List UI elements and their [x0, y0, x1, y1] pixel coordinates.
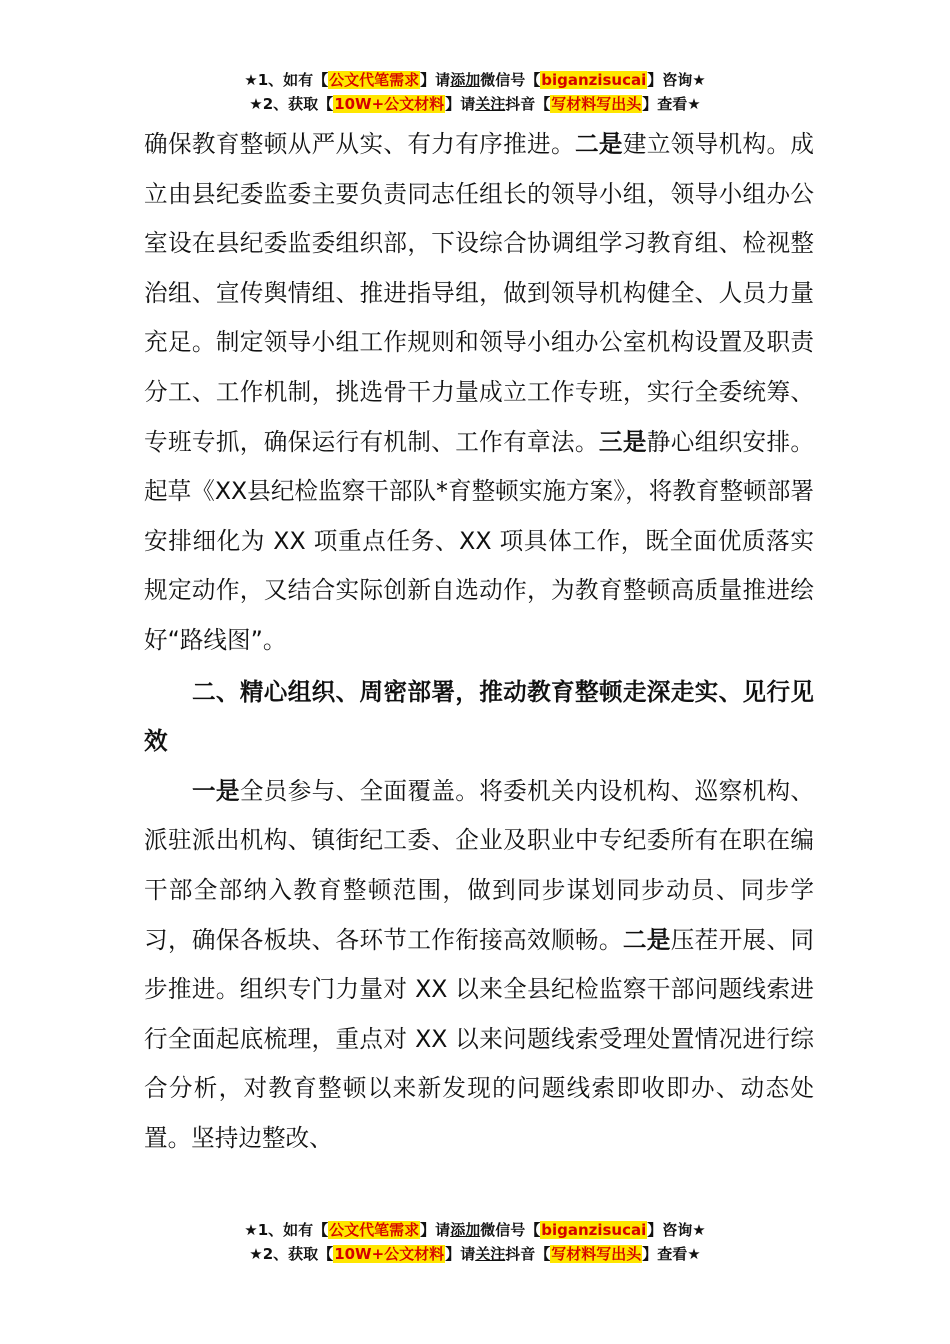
document-body: [144, 120, 814, 1163]
banner-highlight-materials: 10W+公文材料: [334, 1245, 445, 1263]
banner-highlight-wechat-id: biganzisucai: [541, 1221, 647, 1239]
banner-highlight-materials: 10W+公文材料: [334, 95, 445, 113]
banner-line-2: ★2、获取【10W+公文材料】请关注抖音【写材料写出头】查看★: [249, 95, 701, 113]
banner-highlight-wechat-id: biganzisucai: [541, 71, 647, 89]
banner-highlight-douyin-account: 写材料写出头: [551, 1245, 642, 1263]
banner-highlight-douyin-account: 写材料写出头: [551, 95, 642, 113]
banner-line-1: ★1、如有【公文代笔需求】请添加微信号【biganzisucai】咨询★: [244, 1221, 706, 1239]
section-heading: 二、精心组织、周密部署，推动教育整顿走深走实、见行见效: [144, 677, 814, 756]
header-banner: [0, 68, 950, 116]
banner-highlight-service: 公文代笔需求: [329, 1221, 420, 1239]
banner-line-2: ★2、获取【10W+公文材料】请关注抖音【写材料写出头】查看★: [249, 1245, 701, 1263]
footer-banner: [0, 1218, 950, 1266]
banner-highlight-service: 公文代笔需求: [329, 71, 420, 89]
paragraph: 一是全员参与、全面覆盖。将委机关内设机构、巡察机构、派驻派出机构、镇街纪工委、企业及职业中专纪委所有在职在编干部全部纳入教育整顿范围，做到同步谋划同步动员、同步学习，确保各板块、各环节工作衔接高效顺畅。二是压茬开展、同步推进。组织专门力量对 XX 以来全县纪检监察干部问题线索进行全面起底梳理，重点对 XX 以来问题线索受理处置情况进行综合分析，对教育整顿以来新发现的问题线索即收即办、动态处置。坚持边整改、: [144, 776, 815, 1152]
paragraph: 确保教育整顿从严从实、有力有序推进。二是建立领导机构。成立由县纪委监委主要负责同志任组长的领导小组，领导小组办公室设在县纪委监委组织部，下设综合协调组学习教育组、检视整治组、宣传舆情组、推进指导组，做到领导机构健全、人员力量充足。制定领导小组工作规则和领导小组办公室机构设置及职责分工、工作机制，挑选骨干力量成立工作专班，实行全委统筹、专班专抓，确保运行有机制、工作有章法。三是静心组织安排。起草《XX县纪检监察干部队*育整顿实施方案》，将教育整顿部署安排细化为 XX 项重点任务、XX 项具体工作，既全面优质落实规定动作，又结合实际创新自选动作，为教育整顿高质量推进绘好“路线图”。: [144, 130, 815, 654]
banner-line-1: ★1、如有【公文代笔需求】请添加微信号【biganzisucai】咨询★: [244, 71, 706, 89]
